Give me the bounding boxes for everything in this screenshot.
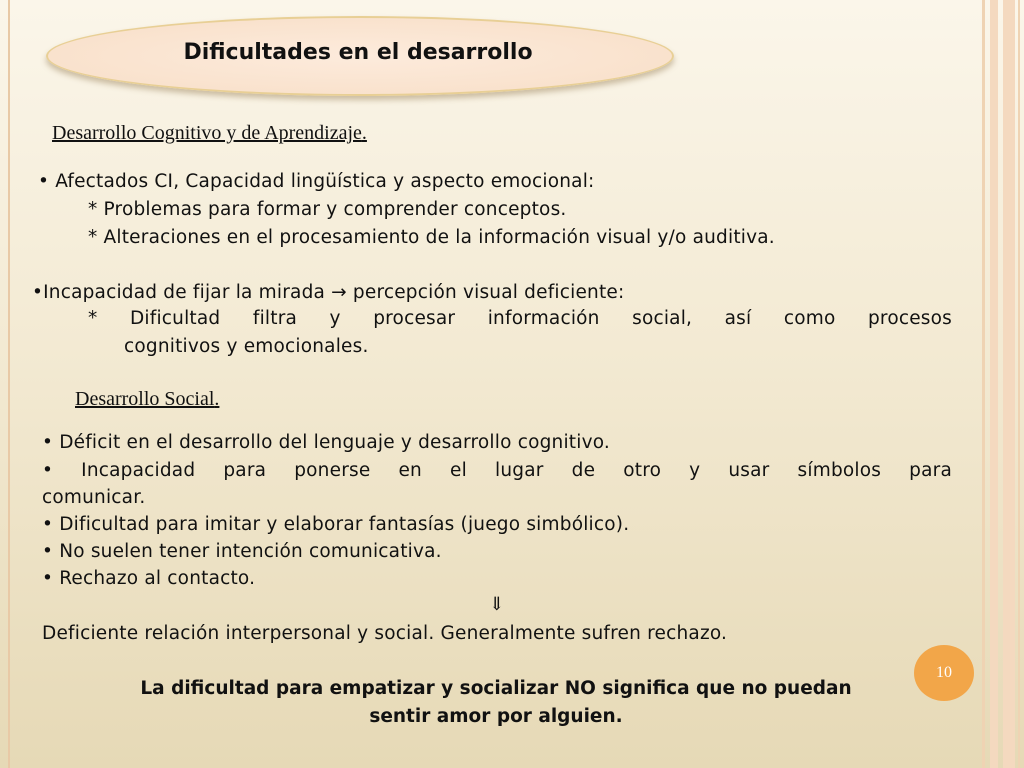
section-heading-social-text: Desarrollo Social xyxy=(75,388,215,410)
list-item-contact: • Rechazo al contacto. xyxy=(42,568,256,589)
down-arrow-icon: ⇓ xyxy=(489,594,505,615)
footer-statement-line1: La dificultad para empatizar y socializar NO significa que no puedan xyxy=(140,678,852,699)
right-frame-stripe xyxy=(982,0,985,768)
conclusion-text: Deficiente relación interpersonal y social. Generalmente sufren rechazo. xyxy=(42,623,728,644)
right-frame-stripe xyxy=(1003,0,1015,768)
list-item-incapacity-cont: comunicar. xyxy=(42,487,146,508)
page-number: 10 xyxy=(936,664,952,681)
title-oval xyxy=(46,16,674,96)
footer-statement-line2: sentir amor por alguien. xyxy=(369,706,623,727)
page-number-badge xyxy=(914,645,974,701)
heading-period: . xyxy=(361,122,367,144)
bullet-gaze: •Incapacidad de fijar la mirada → percepción visual deficiente: xyxy=(32,282,625,303)
sub-item-difficulty: * Dificultad filtra y procesar información social, así como procesos xyxy=(88,308,952,329)
list-item-incapacity: • Incapacidad para ponerse en el lugar de otro y usar símbolos para xyxy=(42,460,952,481)
section-heading-cognitive xyxy=(52,122,367,145)
sub-item-difficulty-cont: cognitivos y emocionales. xyxy=(124,336,369,357)
slide-title: Dificultades en el desarrollo xyxy=(183,39,533,65)
sub-item-alterations: * Alteraciones en el procesamiento de la información visual y/o auditiva. xyxy=(88,227,775,248)
heading-period: . xyxy=(214,388,220,410)
bullet-affected: • Afectados CI, Capacidad lingüística y aspecto emocional: xyxy=(38,171,595,192)
list-item-deficit: • Déficit en el desarrollo del lenguaje y desarrollo cognitivo. xyxy=(42,432,611,453)
list-item-imitation: • Dificultad para imitar y elaborar fantasías (juego simbólico). xyxy=(42,514,630,535)
section-heading-social xyxy=(75,388,219,411)
right-frame-stripe xyxy=(990,0,998,768)
sub-item-problems: * Problemas para formar y comprender conceptos. xyxy=(88,199,567,220)
left-frame-line xyxy=(8,0,10,768)
section-heading-cognitive-text: Desarrollo Cognitivo y de Aprendizaje xyxy=(52,122,362,144)
right-frame-stripe xyxy=(1018,0,1020,768)
list-item-communication: • No suelen tener intención comunicativa. xyxy=(42,541,442,562)
